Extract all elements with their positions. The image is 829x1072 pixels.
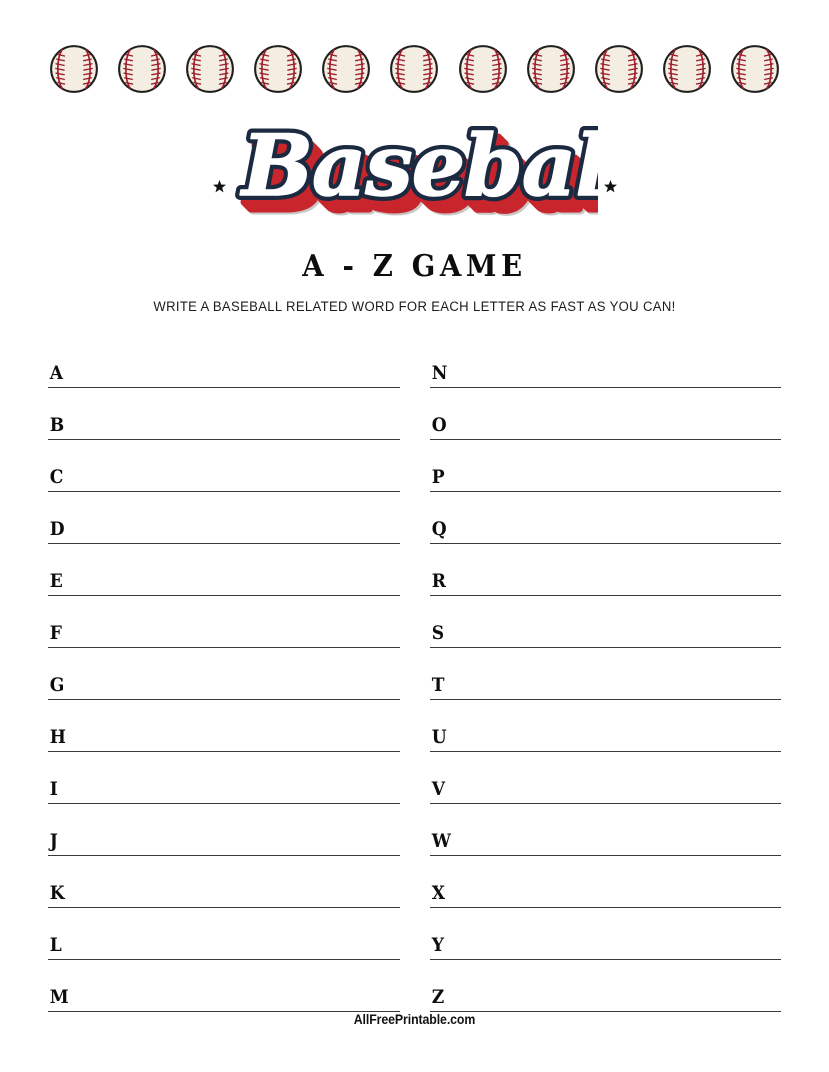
answer-write-line[interactable]	[450, 388, 782, 439]
letter-row-p[interactable]	[430, 440, 782, 492]
row-letter-label: N	[431, 362, 447, 384]
answer-write-line[interactable]	[450, 908, 782, 959]
letter-row-f[interactable]	[48, 596, 400, 648]
answer-write-line[interactable]	[450, 440, 782, 491]
answer-write-line[interactable]	[68, 336, 400, 387]
row-letter-label: J	[49, 830, 58, 852]
answer-write-line[interactable]	[450, 336, 782, 387]
letter-row-z[interactable]	[430, 960, 782, 1012]
site-credit: AllFreePrintable.com	[353, 1011, 476, 1027]
letter-row-v[interactable]	[430, 752, 782, 804]
row-letter-label: X	[431, 882, 445, 904]
baseball-icon	[116, 43, 168, 95]
answer-write-line[interactable]	[450, 596, 782, 647]
answer-write-line[interactable]	[68, 440, 400, 491]
star-icon-left	[213, 180, 226, 193]
baseball-icon	[457, 43, 509, 95]
baseball-wordmark	[232, 109, 598, 235]
letter-row-t[interactable]	[430, 648, 782, 700]
baseball-icon	[184, 43, 236, 95]
letter-row-n[interactable]	[430, 336, 782, 388]
answer-write-line[interactable]	[450, 700, 782, 751]
answer-write-line[interactable]	[68, 388, 400, 439]
answer-write-line[interactable]	[68, 908, 400, 959]
baseball-border-row	[48, 38, 781, 100]
baseball-icon	[388, 43, 440, 95]
row-letter-label: C	[49, 466, 64, 488]
baseball-logo	[0, 108, 829, 236]
row-letter-label: V	[431, 778, 445, 800]
letter-row-l[interactable]	[48, 908, 400, 960]
answer-write-line[interactable]	[68, 648, 400, 699]
letter-row-k[interactable]	[48, 856, 400, 908]
baseball-icon	[48, 43, 100, 95]
letter-row-x[interactable]	[430, 856, 782, 908]
letter-row-b[interactable]	[48, 388, 400, 440]
answer-write-line[interactable]	[450, 960, 782, 1011]
instructions-text: WRITE A BASEBALL RELATED WORD FOR EACH LETTER AS FAST AS YOU CAN!	[153, 299, 676, 314]
page-title: A - Z GAME	[302, 249, 527, 284]
row-letter-label: T	[431, 674, 445, 696]
row-letter-label: B	[49, 414, 65, 436]
letter-row-a[interactable]	[48, 336, 400, 388]
row-letter-label: E	[49, 570, 63, 592]
row-letter-label: P	[431, 466, 445, 488]
answer-write-line[interactable]	[450, 856, 782, 907]
answer-write-line[interactable]	[450, 648, 782, 699]
answer-write-line[interactable]	[68, 700, 400, 751]
answer-write-line[interactable]	[68, 596, 400, 647]
row-letter-label: M	[49, 986, 69, 1008]
letter-column-right	[430, 336, 782, 1012]
letter-row-y[interactable]	[430, 908, 782, 960]
letter-row-s[interactable]	[430, 596, 782, 648]
answer-write-line[interactable]	[453, 804, 781, 855]
row-letter-label: D	[49, 518, 65, 540]
letter-row-u[interactable]	[430, 700, 782, 752]
answer-write-line[interactable]	[68, 544, 400, 595]
letter-column-left	[48, 336, 400, 1012]
letter-row-w[interactable]	[430, 804, 782, 856]
letter-row-j[interactable]	[48, 804, 400, 856]
letter-row-o[interactable]	[430, 388, 782, 440]
answer-write-line[interactable]	[450, 752, 782, 803]
answer-write-line[interactable]	[68, 856, 400, 907]
baseball-icon	[661, 43, 713, 95]
star-icon-right	[604, 180, 617, 193]
baseball-icon	[729, 43, 781, 95]
row-letter-label: U	[431, 726, 447, 748]
row-letter-label: I	[49, 778, 58, 800]
letter-row-h[interactable]	[48, 700, 400, 752]
letter-row-m[interactable]	[48, 960, 400, 1012]
answer-write-line[interactable]	[68, 752, 400, 803]
row-letter-label: G	[49, 674, 65, 696]
letter-row-r[interactable]	[430, 544, 782, 596]
letter-row-i[interactable]	[48, 752, 400, 804]
letter-row-g[interactable]	[48, 648, 400, 700]
row-letter-label: K	[49, 882, 65, 904]
baseball-icon	[593, 43, 645, 95]
baseball-icon	[525, 43, 577, 95]
letter-row-c[interactable]	[48, 440, 400, 492]
letter-row-q[interactable]	[430, 492, 782, 544]
row-letter-label: L	[49, 934, 62, 956]
answer-write-line[interactable]	[450, 492, 782, 543]
row-letter-label: H	[49, 726, 66, 748]
answer-write-line[interactable]	[450, 544, 782, 595]
letter-grid	[0, 336, 829, 1012]
row-letter-label: W	[431, 830, 451, 852]
row-letter-label: Z	[431, 986, 444, 1008]
answer-write-line[interactable]	[68, 804, 400, 855]
row-letter-label: A	[49, 362, 64, 384]
row-letter-label: O	[431, 414, 447, 436]
row-letter-label: S	[431, 622, 444, 644]
answer-write-line[interactable]	[71, 960, 399, 1011]
baseball-icon	[320, 43, 372, 95]
row-letter-label: Q	[431, 518, 447, 540]
row-letter-label: F	[49, 622, 62, 644]
row-letter-label: R	[431, 570, 446, 592]
letter-row-d[interactable]	[48, 492, 400, 544]
row-letter-label: Y	[431, 934, 444, 956]
answer-write-line[interactable]	[68, 492, 400, 543]
baseball-icon	[252, 43, 304, 95]
letter-row-e[interactable]	[48, 544, 400, 596]
